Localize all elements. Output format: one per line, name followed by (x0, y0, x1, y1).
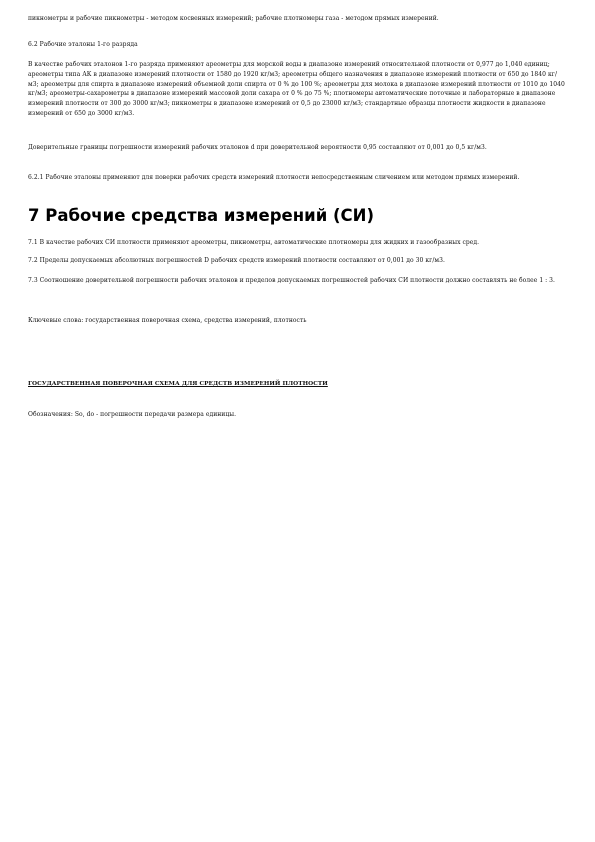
paragraph-pycnometers-methods: пикнометры и рабочие пикнометры - методом косвенных измерений; рабочие плотномеры газа - методом прямых измерений. (28, 15, 439, 22)
paragraph-6-2-1: 6.2.1 Рабочие эталоны применяют для поверки рабочих средств измерений плотности непосредственным сличением или методом прямых измерений. (28, 174, 520, 181)
notation-line: Обозначения: So, do - погрешности передачи размера единицы. (28, 411, 237, 418)
paragraph-first-rank-standards: В качестве рабочих эталонов 1-го разряда применяют ареометры для морской воды в диапазоне измерений относительной плотности от 0,977 до 1,040 единиц; ареометры типа АК в диапазоне измерений плотности от 1580 до 1920 кг/м3; ареометры общего назначения в диапазоне измерений плотности от 650 до 1840 кг/м3; ареометры для спирта в диапазоне измерений объемной доли спирта от 0 % до 100 %; ареометры для молока в диапазоне измерений плотности от 1010 до 1040 кг/м3; ареометры-сахарометры в диапазоне измерений массовой доли сахара от 0 % до 75 %; плотномеры автоматические поточные и лабораторные в диапазоне измерений плотности от 300 до 3000 кг/м3; пикнометры в диапазоне измерений от 0,5 до 23000 кг/м3; стандартные образцы плотности жидкости в диапазоне измерений от 650 до 3000 кг/м3. (28, 61, 565, 117)
keywords-line: Ключевые слова: государственная поверочная схема, средства измерений, плотность (28, 317, 307, 324)
section-7-heading: 7 Рабочие средства измерений (СИ) (28, 206, 375, 225)
section-6-2-heading: 6.2 Рабочие эталоны 1-го разряда (28, 41, 138, 48)
paragraph-7-1: 7.1 В качестве рабочих СИ плотности применяют ареометры, пикнометры, автоматические плотномеры для жидких и газообразных сред. (28, 239, 480, 246)
scheme-title: ГОСУДАРСТВЕННАЯ ПОВЕРОЧНАЯ СХЕМА ДЛЯ СРЕДСТВ ИЗМЕРЕНИЙ ПЛОТНОСТИ (28, 381, 328, 387)
paragraph-7-2: 7.2 Пределы допускаемых абсолютных погрешностей D рабочих средств измерений плотности составляют от 0,001 до 30 кг/м3. (28, 257, 445, 264)
paragraph-7-3: 7.3 Соотношение доверительной погрешности рабочих эталонов и пределов допускаемых погрешностей рабочих СИ плотности должно составлять не более 1 : 3. (28, 277, 556, 284)
paragraph-confidence-limits: Доверительные границы погрешности измерений рабочих эталонов d при доверительной вероятности 0,95 составляют от 0,001 до 0,5 кг/м3. (28, 144, 487, 151)
